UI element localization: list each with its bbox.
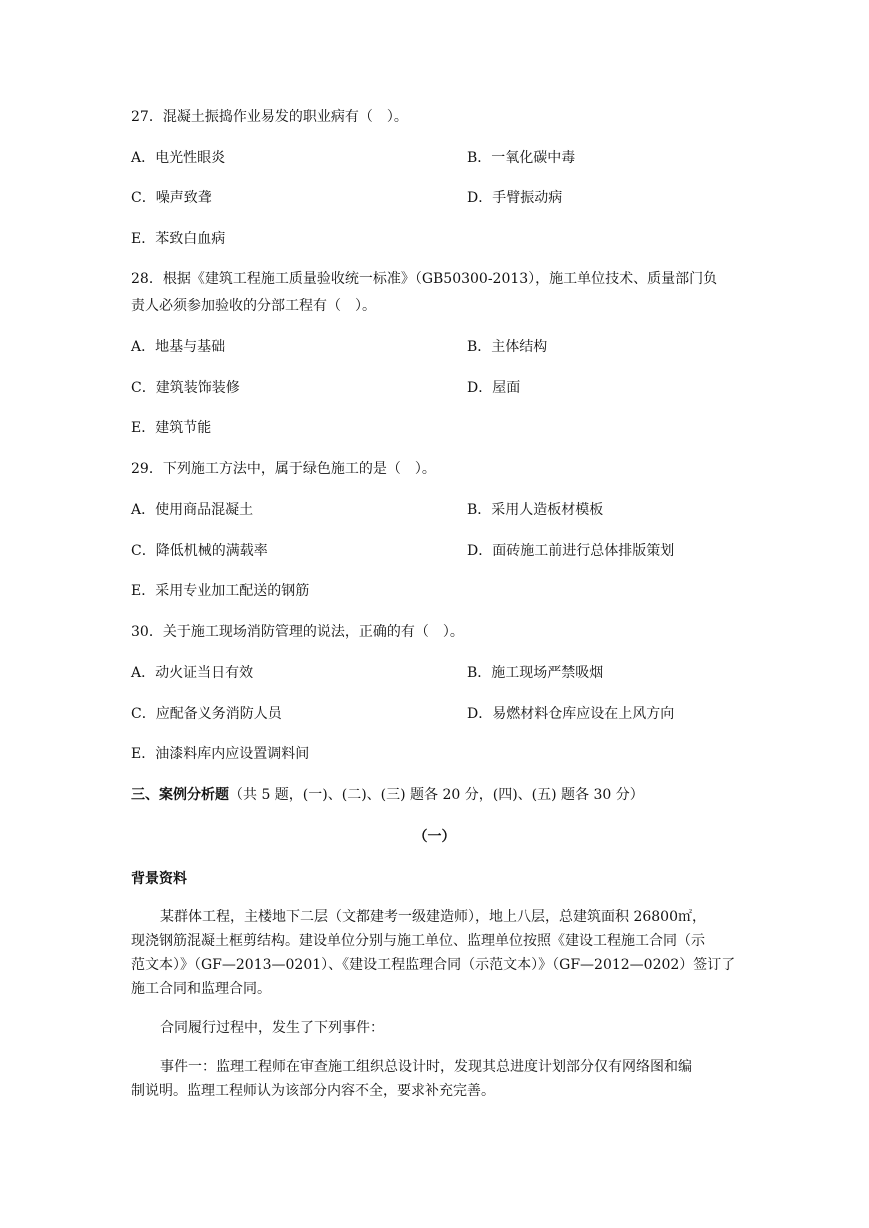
q30-option-c: C．应配备义务消防人员	[131, 706, 282, 722]
event1-line1: 事件一：监理工程师在审查施工组织总设计时，发现其总进度计划部分仅有网络图和编	[160, 1059, 692, 1075]
background-title: 背景资料	[131, 871, 187, 887]
q28-option-d: D．屋面	[467, 380, 521, 396]
q30-option-b: B．施工现场严禁吸烟	[467, 665, 604, 681]
background-para1-line4: 施工合同和监理合同。	[131, 981, 271, 997]
q28-option-b: B．主体结构	[467, 339, 548, 355]
q29-option-a: A．使用商品混凝土	[131, 502, 254, 518]
q30-option-e: E．油漆料库内应设置调料间	[131, 746, 310, 762]
background-para2-line1: 合同履行过程中，发生了下列事件：	[160, 1020, 384, 1036]
q30-stem: 30．关于施工现场消防管理的说法，正确的有（ ）。	[131, 624, 464, 640]
q28-option-a: A．地基与基础	[131, 339, 226, 355]
q28-stem-line1: 28．根据《建筑工程施工质量验收统一标准》（GB50300-2013），施工单位技术、质量部门负	[131, 271, 718, 287]
q27-stem: 27．混凝土振捣作业易发的职业病有（ ）。	[131, 109, 408, 125]
q28-option-e: E．建筑节能	[131, 420, 212, 436]
section-heading	[131, 785, 644, 805]
q29-option-e: E．采用专业加工配送的钢筋	[131, 583, 310, 599]
q28-option-c: C．建筑装饰装修	[131, 380, 240, 396]
q29-option-b: B．采用人造板材模板	[467, 502, 604, 518]
q29-option-c: C．降低机械的满载率	[131, 543, 268, 559]
section-heading-detail: （共 5 题，(一)、(二)、(三) 题各 20 分，(四)、(五) 题各 30 分）	[229, 787, 644, 803]
q30-option-a: A．动火证当日有效	[131, 665, 254, 681]
q27-option-e: E．苯致白血病	[131, 231, 226, 247]
q27-option-b: B．一氧化碳中毒	[467, 150, 576, 166]
q29-stem: 29．下列施工方法中，属于绿色施工的是（ ）。	[131, 461, 436, 477]
background-para1-line2: 现浇钢筋混凝土框剪结构。建设单位分别与施工单位、监理单位按照《建设工程施工合同（示	[131, 933, 705, 949]
event1-line2: 制说明。监理工程师认为该部分内容不全，要求补充完善。	[131, 1083, 495, 1099]
q30-option-d: D．易燃材料仓库应设在上风方向	[467, 706, 675, 722]
section-heading-title: 三、案例分析题	[131, 787, 229, 803]
background-para1-line3: 范文本）》（GF—2013—0201）、《建设工程监理合同（示范文本）》（GF—2012—0202）签订了	[131, 957, 736, 973]
q27-option-c: C．噪声致聋	[131, 190, 212, 206]
q28-stem-line2: 责人必须参加验收的分部工程有（ ）。	[131, 298, 376, 314]
q29-option-d: D．面砖施工前进行总体排版策划	[467, 543, 675, 559]
background-para1-line1: 某群体工程，主楼地下二层（文都建考一级建造师），地上八层，总建筑面积 26800㎡，	[160, 909, 706, 925]
case-number: （一）	[413, 829, 456, 845]
q27-option-a: A．电光性眼炎	[131, 150, 226, 166]
q27-option-d: D．手臂振动病	[467, 190, 563, 206]
